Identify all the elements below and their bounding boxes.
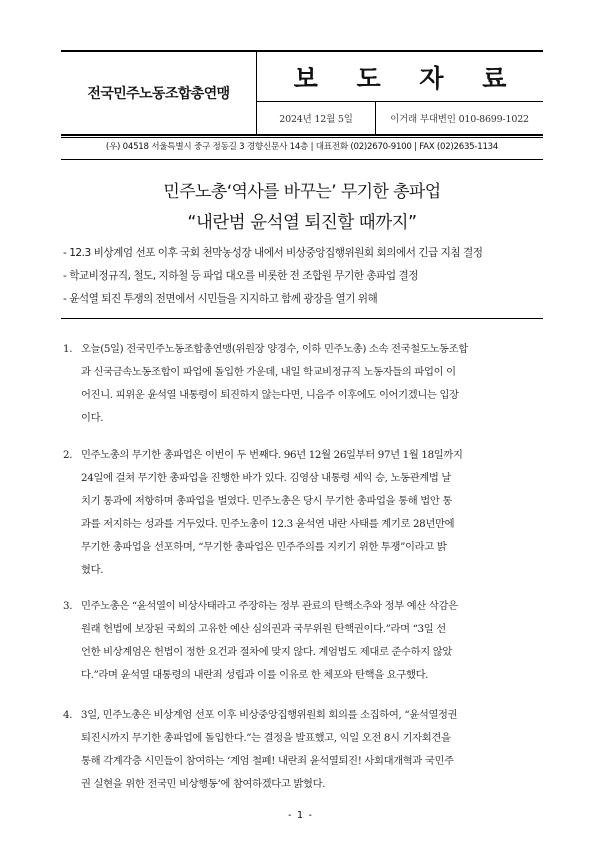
paragraph-line: 원래 헌법에 보장된 국회의 고유한 예산 심의권과 국무위원 탄핵권이다.”라며 “3일 선 <box>81 623 446 635</box>
address-line: (우) 04518 서울특별시 중구 정동길 3 경향신문사 14층 | 대표전화 (02)2670-9100 | FAX (02)2635-1134 <box>105 142 499 152</box>
paragraph-line: 24일에 걸쳐 무기한 총파업을 진행한 바가 있다. 김영삼 내통령 세익 승, 노동관계법 날 <box>81 472 452 484</box>
paragraph-line <box>63 444 539 467</box>
release-date: 2024년 12월 5일 <box>279 114 353 125</box>
paragraph-line: 이다. <box>81 412 104 424</box>
organization-name: 전국민주노동조합총연맹 <box>87 86 230 102</box>
summary-bullet: - 윤석열 퇴진 투쟁의 전면에서 시민들을 지지하고 함께 광장을 열기 위해 <box>63 293 378 305</box>
summary-bullets <box>63 245 543 314</box>
paragraph-line: 통해 각계각층 시민들이 참여하는 ‘계엄 철폐! 내란죄 윤석열퇴진! 사회대개혁과 국민주 <box>81 755 454 767</box>
summary-bullet: - 학교비정규직, 철도, 지하철 등 파업 대오를 비롯한 전 조합원 무기한 총파업 결정 <box>63 270 418 282</box>
paragraph-line: 어진니. 피위운 윤석열 내통령이 퇴진하지 않는다면, 니음주 이후에도 이어기겠니는 입장 <box>81 389 459 401</box>
body-divider <box>61 318 543 319</box>
address-bottom-divider <box>61 159 543 160</box>
headline-line-1: 민주노총‘역사를 바꾸는’ 무기한 총파업 <box>163 182 441 202</box>
paragraph-text: 오늘(5일) 전국민주노동조합총연맹(위원장 양경수, 이하 민주노총) 소속 전국철도노동조합 <box>81 343 468 355</box>
address-top-divider <box>61 137 543 138</box>
press-header <box>61 50 543 136</box>
section-4 <box>63 704 539 796</box>
contact-cell <box>376 102 543 134</box>
section-number: 2. <box>63 449 73 461</box>
summary-bullet: - 12.3 비상계엄 선포 이후 국회 천막농성장 내에서 비상중앙집행위원회 회의에서 긴급 지침 결정 <box>63 247 483 259</box>
organization-cell <box>61 52 257 134</box>
paragraph-line: 다.”라며 윤석열 대통령의 내란죄 성립과 이를 이유로 한 체포와 탄핵을 요구했다. <box>81 669 429 681</box>
paragraph-line <box>63 704 539 727</box>
paragraph-line: 혔다. <box>81 564 104 576</box>
paragraph-line: 언한 비상계엄은 헌법이 정한 요건과 절차에 맞지 않다. 계엄법도 제대로 준수하지 않았 <box>81 646 452 658</box>
section-number: 4. <box>63 709 73 721</box>
section-3 <box>63 595 539 687</box>
date-cell <box>257 102 376 134</box>
paragraph-line: 퇴진시까지 무기한 총파업에 돌입한다.”는 결정을 발표했고, 익일 오전 8시 기자회견을 <box>81 732 451 744</box>
section-1 <box>63 338 539 430</box>
paragraph-line <box>63 595 539 618</box>
press-release-title: 보 도 자 료 <box>293 63 522 93</box>
paragraph-line: 무기한 총파업을 선포하며, “무기한 총파업은 민주주의를 지키기 위한 투쟁”이라고 밝 <box>81 541 447 553</box>
paragraph-text: 3일, 민주노총은 비상계엄 선포 이후 비상중앙집행위원회 회의를 소집하여, “윤석열정권 <box>81 709 458 721</box>
title-cell <box>257 52 543 102</box>
section-2 <box>63 444 539 582</box>
paragraph-text: 민주노총의 무기한 총파업은 이번이 두 번째다. 96년 12월 26일부터 97년 1월 18일까지 <box>81 449 463 461</box>
paragraph-text: 민주노총은 “윤석열이 비상사태라고 주장하는 정부 관료의 탄핵소추와 정부 예산 삭감은 <box>81 600 458 612</box>
headline-line-2: “내란범 윤석열 퇴진할 때까지” <box>187 213 417 233</box>
page-number: - 1 - <box>288 810 313 821</box>
paragraph-line: 권 실현을 위한 전국민 비상행동’에 참여하겠다고 밝혔다. <box>81 778 326 790</box>
section-number: 1. <box>63 343 73 355</box>
paragraph-line: 과 신국금속노동조합이 파업에 돌입한 가운데, 내일 학교비정규직 노동자들의 파업이 이 <box>81 366 456 378</box>
paragraph-line <box>63 338 539 361</box>
contact-info: 이거래 부대변인 010-8699-1022 <box>390 114 529 125</box>
paragraph-line: 치기 통과에 저항하며 총파업을 벌였다. 민주노총은 당시 무기한 총파업을 통해 법안 통 <box>81 495 452 507</box>
section-number: 3. <box>63 600 73 612</box>
paragraph-line: 과를 저지하는 성과를 거두었다. 민주노총이 12.3 윤석연 내란 사태를 계기로 28년만에 <box>81 518 455 530</box>
